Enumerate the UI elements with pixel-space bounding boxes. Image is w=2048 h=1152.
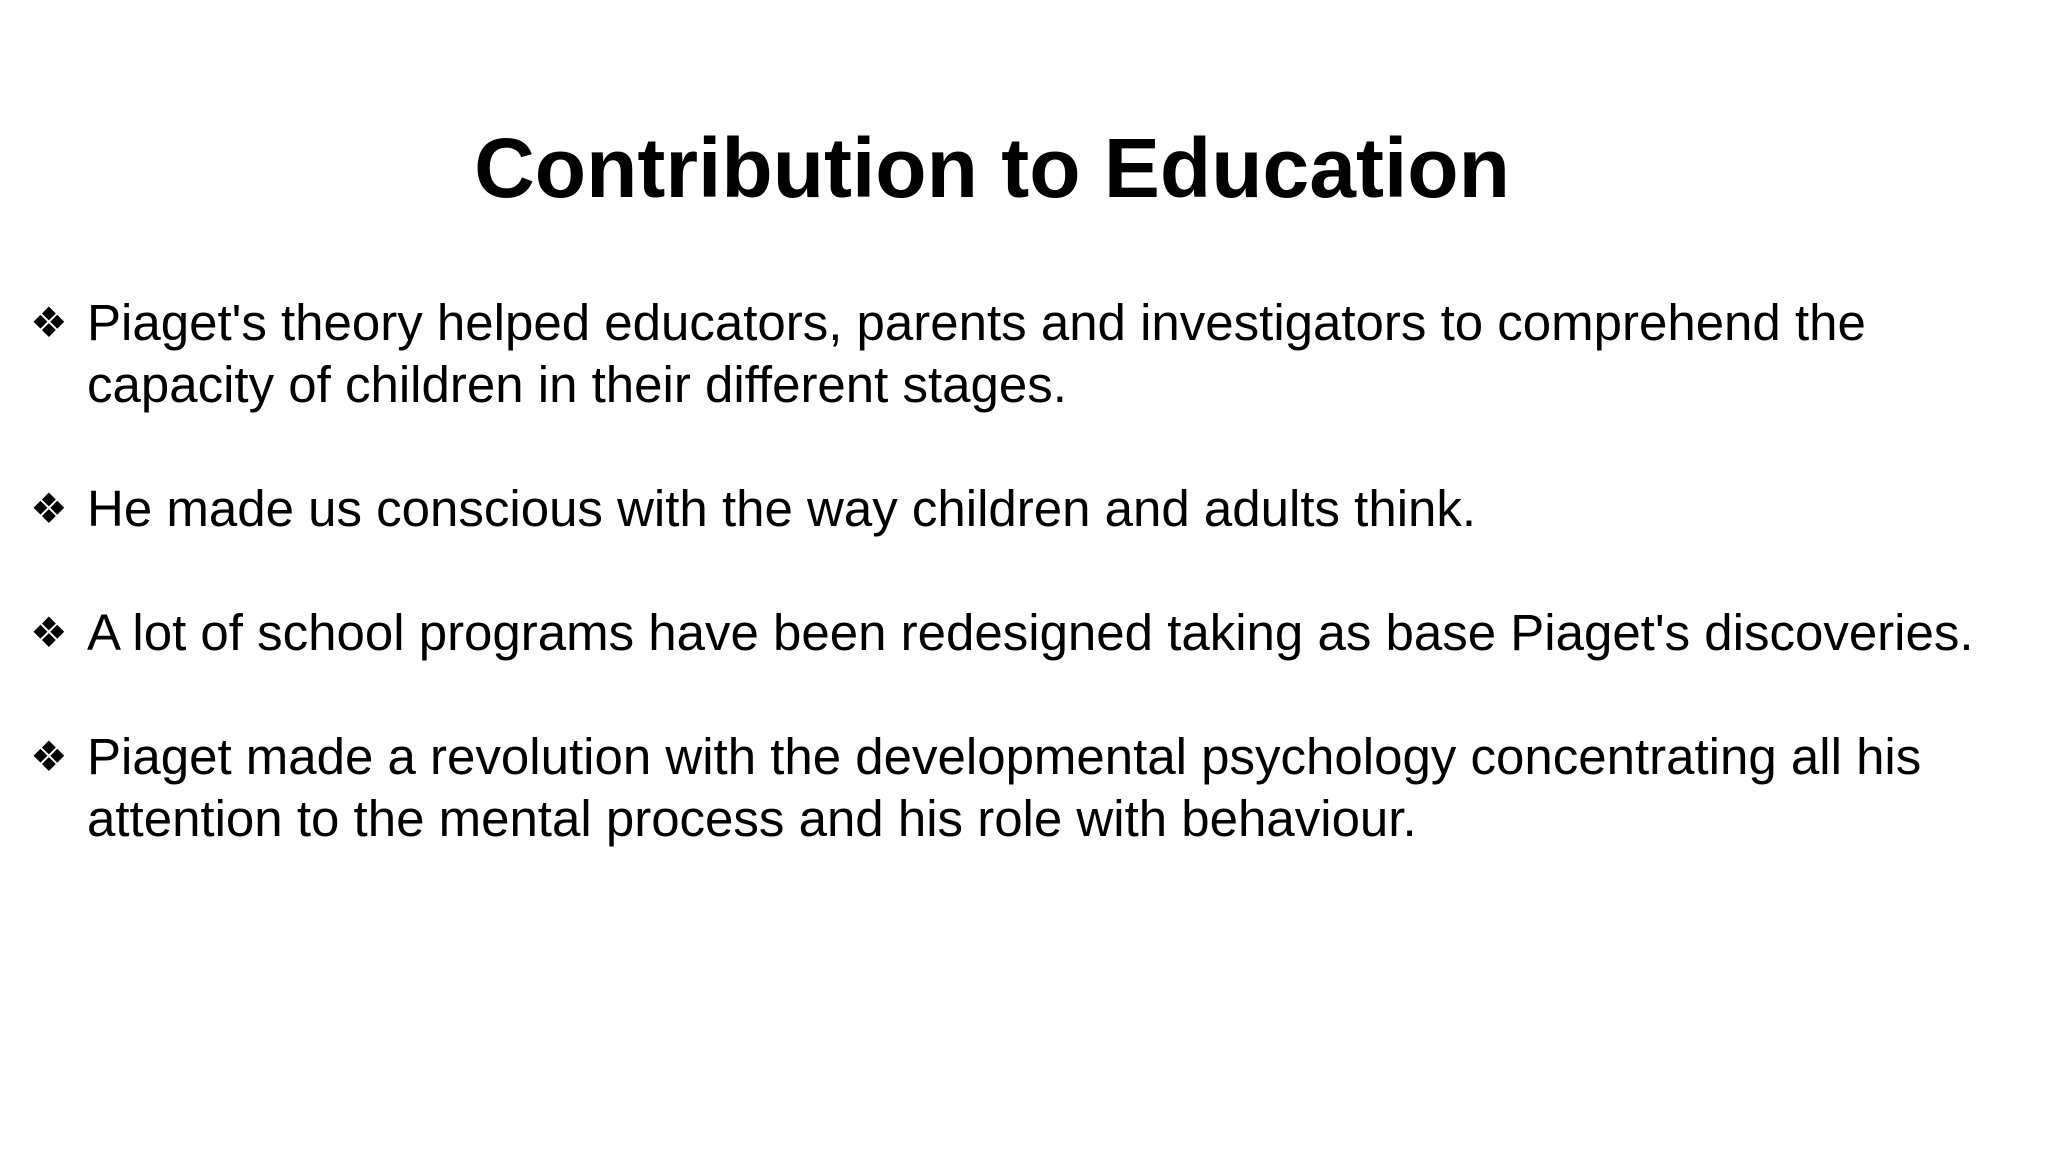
- list-item: [30, 292, 2020, 416]
- list-item: [30, 602, 2020, 664]
- bullet-text: Piaget made a revolution with the developmental psychology concentrating all his attention to the mental process and his role with behaviour.: [87, 728, 1922, 847]
- list-item: [30, 478, 2020, 540]
- diamond-four-icon: ❖: [30, 733, 68, 780]
- bullet-text: He made us conscious with the way children and adults think.: [87, 480, 1477, 537]
- list-item: [30, 726, 2020, 850]
- slide-title: Contribution to Education: [474, 121, 1510, 215]
- diamond-four-icon: ❖: [30, 485, 68, 532]
- diamond-four-icon: ❖: [30, 609, 68, 656]
- bullet-list: [30, 292, 2020, 850]
- bullet-text: Piaget's theory helped educators, parents and investigators to comprehend the capacity of children in their different stages.: [87, 294, 1866, 413]
- bullet-text: A lot of school programs have been redesigned taking as base Piaget's discoveries.: [87, 604, 1974, 661]
- diamond-four-icon: ❖: [30, 299, 68, 346]
